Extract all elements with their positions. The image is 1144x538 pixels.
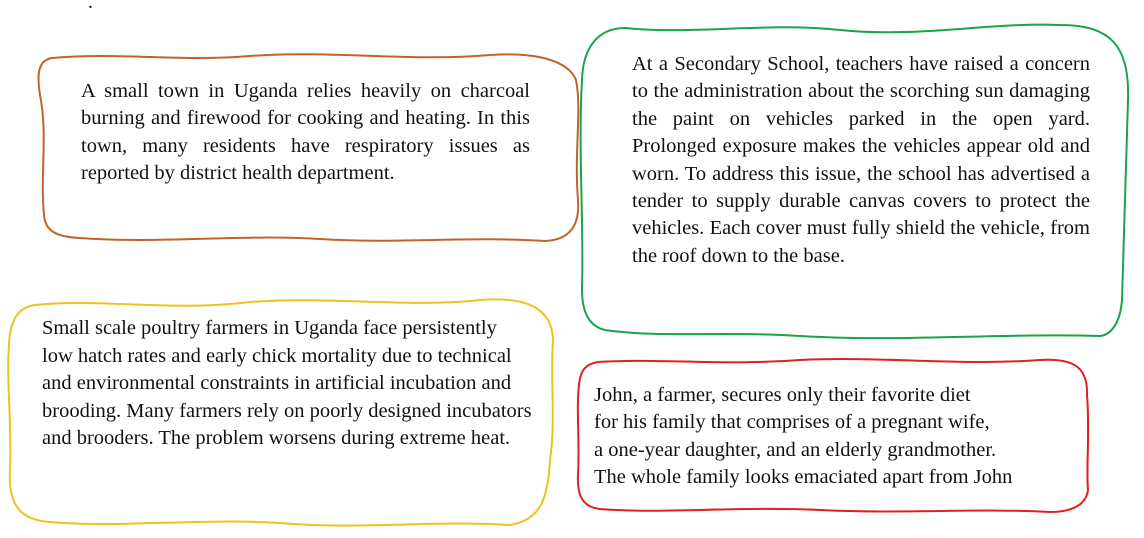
- card-4-text: [594, 382, 1086, 492]
- card-4-line: The whole family looks emaciated apart from John: [594, 466, 1013, 489]
- stray-mark: .: [88, 0, 93, 13]
- card-2-text: At a Secondary School, teachers have raised a concern to the administration about the scorching sun damaging the paint on vehicles parked in the open yard. Prolonged exposure makes the vehicles appear old and worn. To address this issue, the school has advertised a tender to supply durable canvas covers to protect the vehicles. Each cover must fully shield the vehicle, from the roof down to the base.: [632, 53, 1090, 267]
- card-3-text: Small scale poultry farmers in Uganda face persistently low hatch rates and early chick mortality due to technical and environmental constraints in artificial incubation and brooding. Many farmers rely on poorly designed incubators and brooders. The problem worsens during extreme heat.: [42, 317, 532, 449]
- card-4-line: for his family that comprises of a pregnant wife,: [594, 411, 990, 434]
- card-4-line: John, a farmer, secures only their favorite diet: [594, 384, 971, 406]
- card-1-text: A small town in Uganda relies heavily on charcoal burning and firewood for cooking and heating. In this town, many residents have respiratory issues as reported by district health department.: [81, 80, 530, 185]
- card-4-line: a one-year daughter, and an elderly grandmother.: [594, 438, 997, 461]
